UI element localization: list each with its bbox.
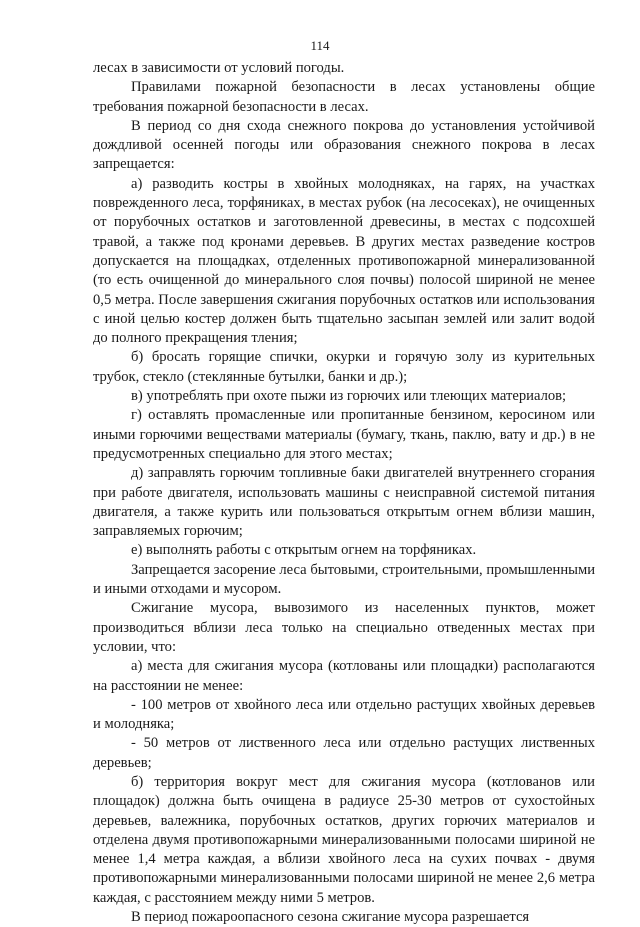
paragraph-14: - 50 метров от лиственного леса или отдельно растущих лиственных деревьев; bbox=[93, 735, 595, 771]
paragraph-12: а) места для сжигания мусора (котлованы или площадки) располагаются на расстоянии не менее: bbox=[93, 658, 595, 694]
paragraph-8: д) заправлять горючим топливные баки двигателей внутреннего сгорания при работе двигателя, использовать машины с неисправной системой питания двигателя, а также курить или пользоваться открытым огнем вблизи машин, заправляемых горючим; bbox=[93, 465, 595, 540]
paragraph-4: а) разводить костры в хвойных молодняках, на гарях, на участках поврежденного леса, торфяниках, в местах рубок (на лесосеках), не очищенных от порубочных остатков и заготовленной древесины, в местах с подсохшей травой, а также под кронами деревьев. В других местах разведение костров допускается на площадках, отделенных противопожарной минерализованной (то есть очищенной до минерального слоя почвы) полосой шириной не менее 0,5 метра. После завершения сжигания порубочных остатков или использования с иной целью костер должен быть тщательно засыпан землей или залит водой до полного прекращения тления; bbox=[93, 175, 595, 347]
paragraph-1: лесах в зависимости от условий погоды. bbox=[93, 60, 345, 76]
paragraph-16: В период пожароопасного сезона сжигание мусора разрешается bbox=[131, 909, 530, 926]
paragraph-3: В период со дня схода снежного покрова до установления устойчивой дождливой осенней погоды или образования снежного покрова в лесах запрещается: bbox=[93, 117, 595, 173]
document-body bbox=[93, 59, 595, 927]
paragraph-7: г) оставлять промасленные или пропитанные бензином, керосином или иными горючими веществами материалы (бумагу, ткань, паклю, вату и др.) в не предусмотренных специально для этого местах; bbox=[93, 407, 595, 462]
paragraph-5: б) бросать горящие спички, окурки и горячую золу из курительных трубок, стекло (стеклянные бутылки, банки и др.); bbox=[93, 349, 595, 385]
paragraph-10: Запрещается засорение леса бытовыми, строительными, промышленными и иными отходами и мусором. bbox=[93, 561, 595, 598]
paragraph-6: в) употреблять при охоте пыжи из горючих или тлеющих материалов; bbox=[131, 388, 567, 405]
page-number: 114 bbox=[310, 38, 330, 53]
paragraph-11: Сжигание мусора, вывозимого из населенных пунктов, может производиться вблизи леса только на специально отведенных местах при условии, что: bbox=[93, 600, 595, 655]
paragraph-2: Правилами пожарной безопасности в лесах установлены общие требования пожарной безопасности в лесах. bbox=[93, 79, 595, 115]
paragraph-13: - 100 метров от хвойного леса или отдельно растущих хвойных деревьев и молодняка; bbox=[93, 696, 595, 733]
paragraph-15: б) территория вокруг мест для сжигания мусора (котлованов или площадок) должна быть очищена в радиусе 25-30 метров от сухостойных деревьев, валежника, порубочных остатков, других горючих материалов и отделена двумя противопожарными минерализованными полосами шириной не менее 1,4 метра каждая, а вблизи хвойного леса на сухих почвах - двумя противопожарными минерализованными полосами шириной не менее 2,6 метра каждая, с расстоянием между ними 5 метров. bbox=[93, 773, 595, 906]
paragraph-9: е) выполнять работы с открытым огнем на торфяниках. bbox=[131, 542, 477, 559]
